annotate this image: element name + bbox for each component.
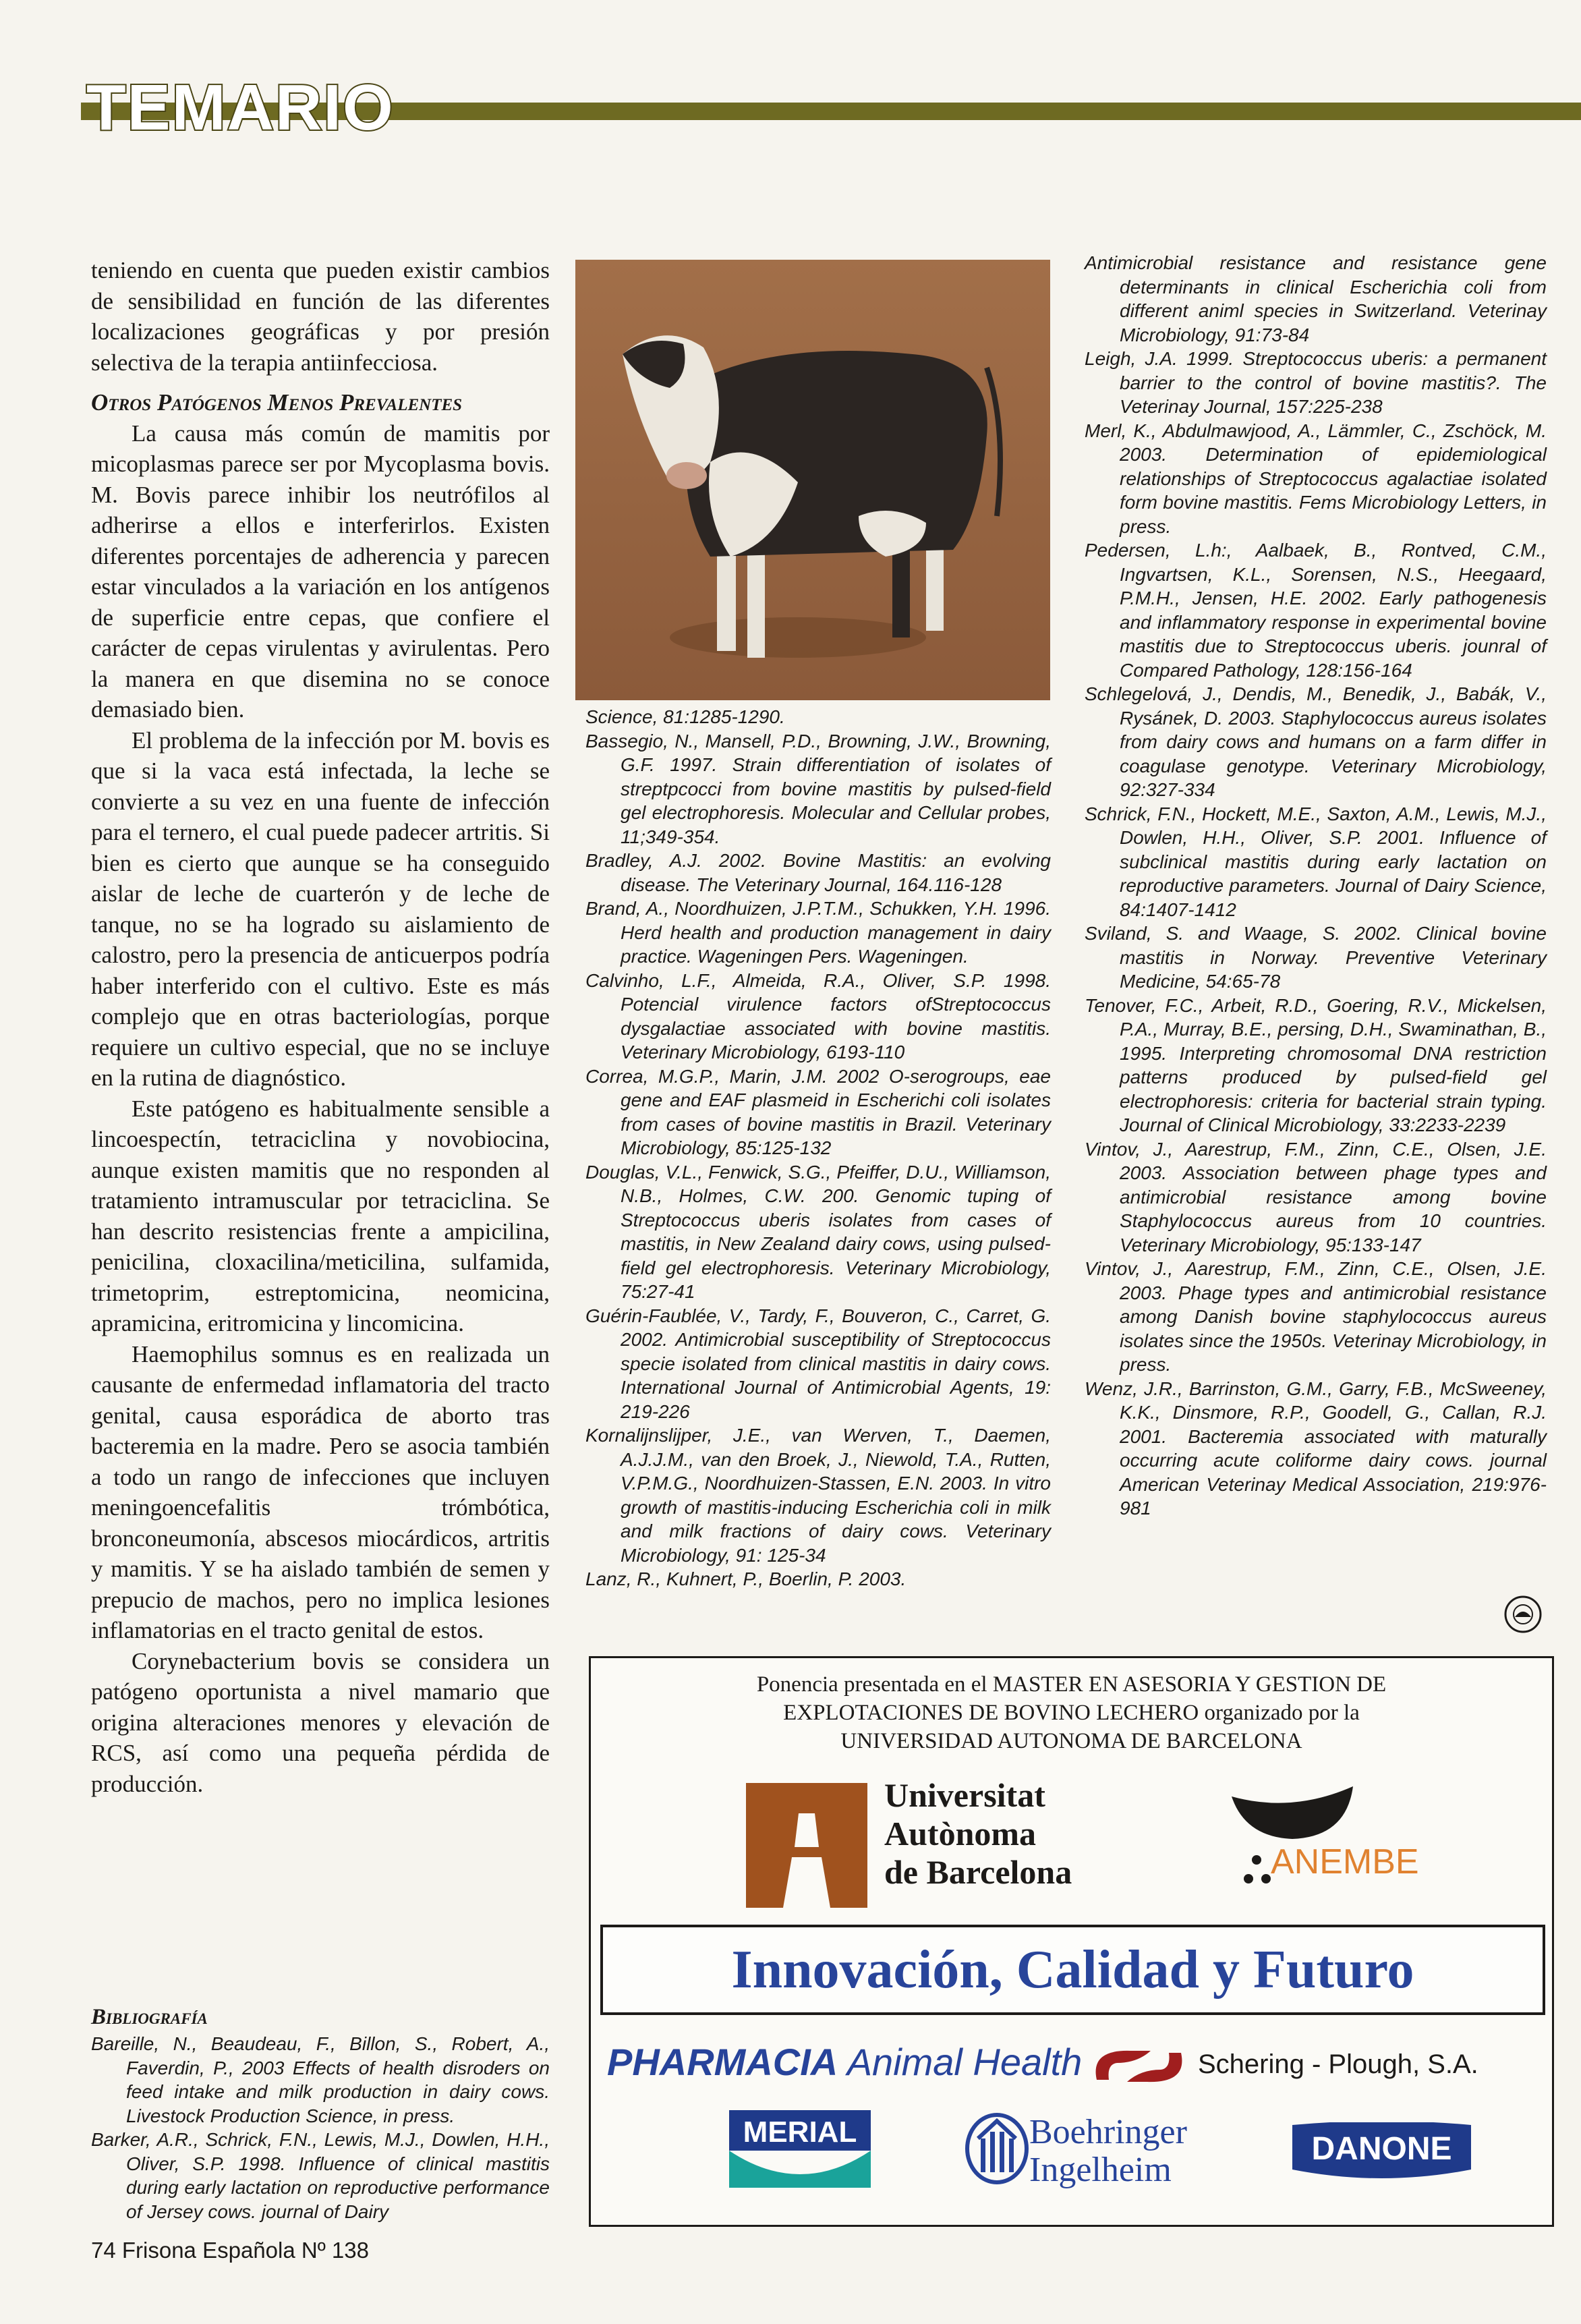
paragraph: La causa más común de mamitis por micoplasmas parece ser por Mycoplasma bovis. M. Bovis parece inhibir los neutrófilos al adherirse a ellos e interferirlos. Existen diferentes porcentajes de adherencia y parecen estar vinculados a la variación en los antígenos de superficie entre cepas, que confiere el carácter de cepas virulentas y avirulentas. Pero la manera en que disemina no se conoce demasiado bien. (91, 420, 550, 722)
paragraph: El problema de la infección por M. bovis es que si la vaca está infectada, la leche se convierte a su vez en una fuente de infección para el ternero, el cual puede padecer artritis. Si bien es cierto que aunque se ha conseguido aislar de leche de cuarterón y de leche de tanque, no se ha logrado su aislamiento de calostro, pero la presencia de anticuerpos podría haber interferido con el cultivo. Este es más complejo que en otras bacteriologías, porque requiere un cultivo especial, que no se incluye en la rutina de diagnóstico. (91, 727, 550, 1091)
reference: Wenz, J.R., Barrinston, G.M., Garry, F.B., McSweeney, K.K., Dinsmore, R.P., Goodell, G., Callan, R.J. 2001. Bacteremia associated with maturally occurring acute coliforme dairy cows. journal American Veterinay Medical Association, 219:976-981 (1085, 1378, 1547, 1519)
reference: Douglas, V.L., Fenwick, S.G., Pfeiffer, D.U., Williamson, N.B., Holmes, C.W. 200. Genomic tuping of Streptococcus uberis isolates from cases of mastitis, in New Zealand dairy cows, using pulsed-field gel electrophoresis. Veterinary Microbiology, 75:27-41 (585, 1161, 1051, 1302)
schering-logo-icon (1090, 2043, 1188, 2090)
reference: Merl, K., Abdulmawjood, A., Lämmler, C., Zschöck, M. 2003. Determination of epidemiological relationships of Streptococcus agalactiae isolated form bovine mastitis. Fems Microbiology Letters, in press. (1085, 420, 1547, 537)
note-line: Ponencia presentada en el MASTER EN ASESORIA Y GESTION DE (756, 1672, 1387, 1697)
publisher-seal-icon (1503, 1594, 1543, 1635)
note-line: EXPLOTACIONES DE BOVINO LECHERO organizado por la (783, 1701, 1360, 1725)
merial-logo (729, 2110, 871, 2188)
pharmacia-subtitle: Animal Health (838, 2041, 1083, 2083)
anembe-logo-icon (1225, 1786, 1360, 1840)
reference: Guérin-Faublée, V., Tardy, F., Bouveron, C., Carret, G. 2002. Antimicrobial susceptibility of Streptococcus specie isolated from clinical mastitis in dairy cows. International Journal of Antimicrobial Agents, 19: 219-226 (585, 1305, 1051, 1422)
pharmacia-logo (607, 2040, 1082, 2084)
paragraph: Haemophilus somnus es en realizada un causante de enfermedad inflamatoria del tracto genital, causa esporádica de aborto tras bacteremia en la madre. Pero se asocia también a todo un rango de infecciones que incluyen meningoencefalitis trómbótica, bronconeumonía, abscesos miocárdicos, artritis y mamitis. Y se ha aislado también de semen y prepucio de machos, pero no implica lesiones inflamatorias en el tracto genital de estos. (91, 1340, 550, 1643)
reference: Pedersen, L.h:, Aalbaek, B., Rontved, C.M., Ingvartsen, K.L., Sorensen, N.S., Heegaard, P.M.H., Jensen, H.E. 2002. Early pathogenesis and inflammatory response in experimental bovine mastitis due to Streptococcus uberis. jounral of Compared Pathology, 128:156-164 (1085, 540, 1547, 681)
reference: Schlegelová, J., Dendis, M., Benedik, J., Babák, V., Rysánek, D. 2003. Staphylococcus aureus isolates from dairy cows and humans on a farm differ in coagulase genotype. Veterinary Microbiology, 92:327-334 (1085, 683, 1547, 800)
reference: Bareille, N., Beaudeau, F., Billon, S., Robert, A., Faverdin, P., 2003 Effects of health disroders on feed intake and milk production in dairy cows. Livestock Production Science, in press. (91, 2033, 550, 2126)
cow-photo (575, 260, 1050, 700)
bibliography-heading: Bibliografía (91, 2005, 208, 2029)
reference: Schrick, F.N., Hockett, M.E., Saxton, A.M., Lewis, M.J., Dowlen, H.H., Oliver, S.P. 2001. Influence of subclinical mastitis during early lactation on reproductive parameters. Journal of Dairy Science, 84:1407-1412 (1085, 803, 1547, 920)
uab-line: de Barcelona (884, 1853, 1072, 1891)
reference: Science, 81:1285-1290. (585, 706, 785, 727)
boehringer-logo-icon (963, 2112, 1031, 2186)
uab-logo-icon (746, 1783, 867, 1908)
reference: Sviland, S. and Waage, S. 2002. Clinical bovine mastitis in Norway. Preventive Veterinary Medicine, 54:65-78 (1085, 923, 1547, 992)
paragraph: teniendo en cuenta que pueden existir cambios de sensibilidad en función de las diferentes localizaciones geográficas y por presión selectiva de la terapia antiinfecciosa. (91, 257, 550, 376)
reference: Brand, A., Noordhuizen, J.P.T.M., Schukken, Y.H. 1996. Herd health and production management in dairy practice. Wageningen Pers. Wageningen. (585, 898, 1051, 967)
references-column-1 (91, 2032, 550, 2223)
slogan-frame (600, 1925, 1545, 2015)
paragraph: Este patógeno es habitualmente sensible a lincoespectín, tetraciclina y novobiocina, aunque existen mamitis que no responden al tratamiento intramuscular por tetraciclina. Se han descrito resistencias frente a ampicilina, penicilina, cloxacilina/meticilina, sulfamida, trimetoprim, estreptomicina, neomicina, apramicina, eritromicina y lincomicina. (91, 1095, 550, 1336)
reference: Bassegio, N., Mansell, P.D., Browning, J.W., Browning, G.F. 1997. Strain differentiation of isolates of streptpcocci from bovine mastitis by pulsed-field gel electrophoresis. Molecular and Cellular probes, 11;349-354. (585, 730, 1051, 847)
reference: Correa, M.G.P., Marin, J.M. 2002 O-serogroups, eae gene and EAF plasmeid in Escherichi coli isolates from cases of bovine mastitis in Brazil. Veterinary Microbiology, 85:125-132 (585, 1065, 1051, 1158)
merial-word: MERIAL (743, 2116, 857, 2149)
sponsor-box (589, 1656, 1554, 2227)
danone-logo (1292, 2122, 1471, 2180)
reference: Antimicrobial resistance and resistance gene determinants in clinical Escherichia coli from different animl species in Switzerland. Veterinay Microbiology, 91:73-84 (1085, 252, 1547, 345)
subheading: Otros Patógenos Menos Prevalentes (91, 389, 463, 416)
reference: Vintov, J., Aarestrup, F.M., Zinn, C.E., Olsen, J.E. 2003. Phage types and antimicrobial resistance among Danish bovine staphylococcus aureus isolates since the 1950s. Veterinay Microbiology, in press. (1085, 1258, 1547, 1375)
uab-line: Autònoma (884, 1815, 1037, 1852)
reference: Vintov, J., Aarestrup, F.M., Zinn, C.E., Olsen, J.E. 2003. Association between phage types and antimicrobial resistance among bovine Staphylococcus aureus from 10 countries. Veterinary Microbiology, 95:133-147 (1085, 1138, 1547, 1255)
reference: Kornalijnslijper, J.E., van Werven, T., Daemen, A.J.J.M., van den Broek, J., Niewold, T.A., Rutten, V.P.M.G., Noordhuizen-Stassen, E.N. 2003. In vitro growth of mastitis-inducing Escherichia coli in milk and milk fractions of dairy cows. Veterinary Microbiology, 91: 125-34 (585, 1425, 1051, 1566)
reference: Calvinho, L.F., Almeida, R.A., Oliver, S.P. 1998. Potencial virulence factors ofStreptococcus dysgalactiae associated with bovine mastitis. Veterinary Microbiology, 6193-110 (585, 969, 1051, 1062)
reference: Bradley, A.J. 2002. Bovine Mastitis: an evolving disease. The Veterinary Journal, 164.116-128 (585, 850, 1051, 895)
reference: Barker, A.R., Schrick, F.N., Lewis, M.J., Dowlen, H.H., Oliver, S.P. 1998. Influence of clinical mastitis during early lactation on reproductive performance of Jersey cows. journal of Dairy (91, 2129, 550, 2222)
danone-word: DANONE (1311, 2131, 1452, 2167)
body-column-1 (91, 255, 550, 1799)
references-column-3 (1085, 251, 1547, 1521)
reference: Leigh, J.A. 1999. Streptococcus uberis: a permanent barrier to the control of bovine mastitis?. The Veterinay Journal, 157:225-238 (1085, 348, 1547, 417)
boehringer-line: Boehringer (1029, 2113, 1187, 2151)
uab-line: Universitat (884, 1776, 1045, 1814)
note-line: UNIVERSIDAD AUTONOMA DE BARCELONA (840, 1729, 1302, 1753)
reference: Lanz, R., Kuhnert, P., Boerlin, P. 2003. (585, 1568, 907, 1589)
section-title: TEMARIO (86, 72, 395, 144)
reference: Tenover, F.C., Arbeit, R.D., Goering, R.V., Mickelsen, P.A., Murray, B.E., persing, D.H., Swaminathan, B., 1995. Interpreting chromosomal DNA restriction patterns produced by pulsed-field gel electrophoresis: criteria for bacterial strain typing. Journal of Clinical Microbiology, 33:2233-2239 (1085, 994, 1547, 1135)
references-column-2 (585, 705, 1051, 1591)
uab-name (884, 1776, 1072, 1892)
presentation-note (591, 1670, 1552, 1755)
schering-plough-logo: Schering - Plough, S.A. (1198, 2049, 1478, 2079)
boehringer-ingelheim-logo (1029, 2114, 1187, 2189)
pharmacia-word: PHARMACIA (607, 2041, 838, 2083)
boehringer-line: Ingelheim (1029, 2151, 1172, 2189)
page-folio: 74 Frisona Española Nº 138 (91, 2238, 369, 2263)
anembe-dots-icon (1242, 1850, 1275, 1891)
slogan: Innovación, Calidad y Futuro (731, 1940, 1414, 2000)
anembe-name: ANEMBE (1271, 1842, 1419, 1881)
paragraph: Corynebacterium bovis se considera un patógeno oportunista a nivel mamario que origina alteraciones menores y elevación de RCS, así como una pequeña pérdida de producción. (91, 1647, 550, 1797)
